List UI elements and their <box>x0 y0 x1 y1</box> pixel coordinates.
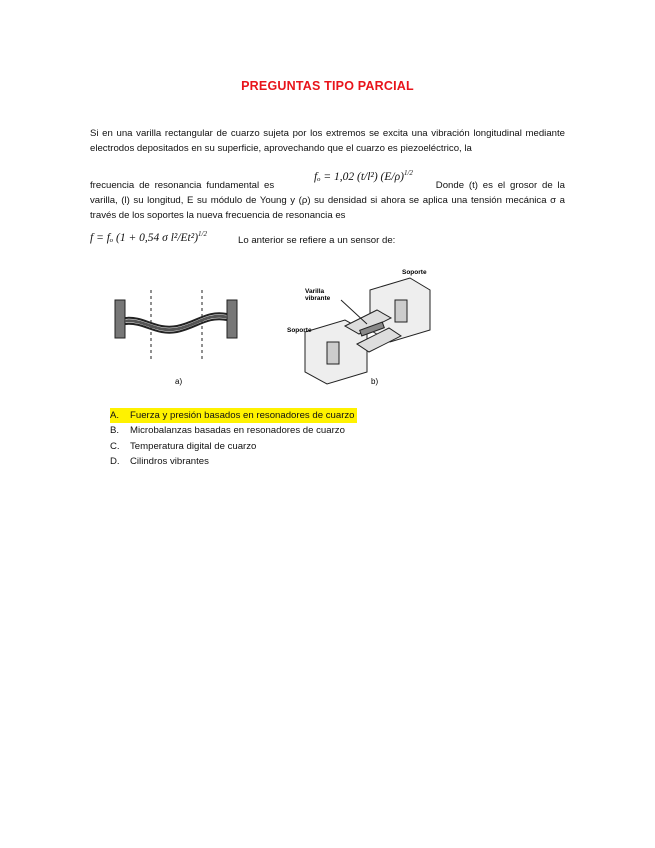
option-c-text: Temperatura digital de cuarzo <box>130 440 257 452</box>
answer-options <box>110 408 357 470</box>
option-a-text: Fuerza y presión basados en resonadores de cuarzo <box>130 410 355 421</box>
question-mid-lead: frecuencia de resonancia fundamental es <box>90 180 275 191</box>
figure-a-label: a) <box>175 377 183 386</box>
page-title: PREGUNTAS TIPO PARCIAL <box>241 79 414 93</box>
figure-b-label: b) <box>371 377 379 386</box>
option-c[interactable] <box>110 439 357 454</box>
option-a[interactable] <box>110 408 357 423</box>
sensor-diagram-image <box>105 260 455 392</box>
formula-new-frequency <box>90 230 207 244</box>
label-soporte-left: Soporte <box>287 327 312 334</box>
formula-2-body: f = fₒ (1 + 0,54 σ l²/Et²) <box>90 231 199 244</box>
question-intro: Si en una varilla rectangular de cuarzo sujeta por los extremos se excita una vibración longitudinal mediante electrodos depositados en su superficie, aprovechando que el cuarzo es piezoeléctrico, la <box>90 128 565 155</box>
formula-1-exponent: 1/2 <box>403 169 413 177</box>
question-mid-rest: Donde (t) es el grosor de la varilla, (l) su longitud, E su módulo de Young y (ρ) su densidad si ahora se aplica una tensión mecánica σ a través de los soportes la nueva frecuencia de resonancia es <box>90 180 565 222</box>
option-b-letter: B. <box>110 425 120 437</box>
option-d[interactable] <box>110 454 357 469</box>
question-body <box>90 178 565 224</box>
figure-a-rod <box>115 290 237 360</box>
option-d-letter: D. <box>110 456 120 468</box>
label-varilla: Varilla <box>305 288 325 295</box>
option-a-letter: A. <box>110 410 120 421</box>
formula-1-body: fₒ = 1,02 (t/l²) (E/ρ) <box>314 170 404 183</box>
sensor-figure <box>105 260 455 397</box>
label-soporte-top: Soporte <box>402 269 427 276</box>
option-b-text: Microbalanzas basadas en resonadores de cuarzo <box>130 425 345 437</box>
question-closing: Lo anterior se refiere a un sensor de: <box>238 235 396 246</box>
option-d-text: Cilindros vibrantes <box>130 456 209 468</box>
option-c-letter: C. <box>110 440 120 452</box>
formula-2-exponent: 1/2 <box>198 230 207 238</box>
label-vibrante: vibrante <box>305 295 331 302</box>
option-b[interactable] <box>110 423 357 438</box>
